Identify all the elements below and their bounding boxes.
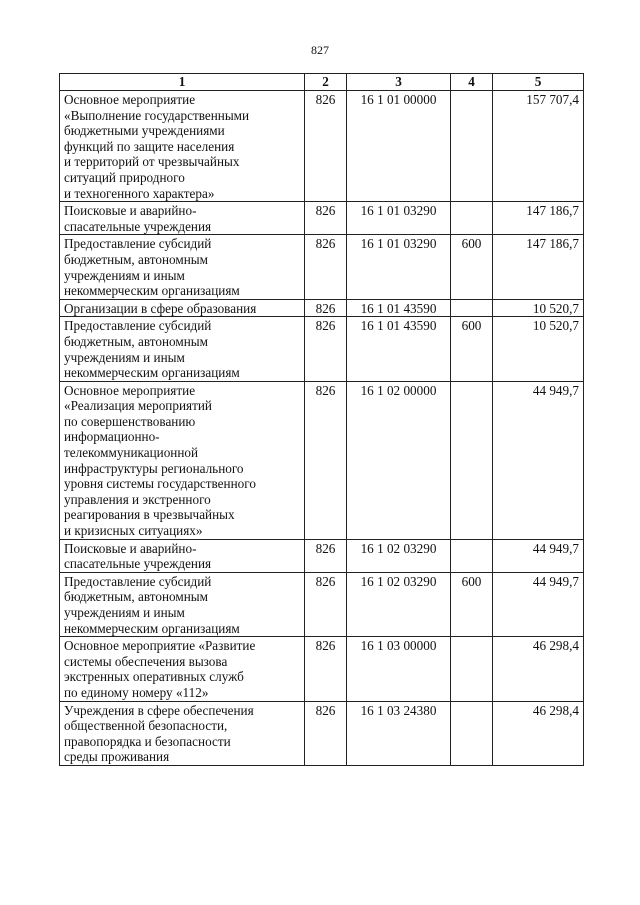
- row-csr: 16 1 01 00000: [347, 91, 451, 202]
- row-ved: 826: [305, 701, 347, 765]
- table-row: [60, 317, 584, 381]
- row-name: Организации в сфере образования: [60, 299, 305, 317]
- row-vr: [451, 202, 493, 235]
- table-row: [60, 299, 584, 317]
- row-sum: 10 520,7: [493, 317, 584, 381]
- row-vr: [451, 299, 493, 317]
- row-csr: 16 1 01 03290: [347, 235, 451, 299]
- row-ved: 826: [305, 637, 347, 701]
- table-row: [60, 202, 584, 235]
- column-header-name: 1: [60, 74, 305, 91]
- row-csr: 16 1 01 03290: [347, 202, 451, 235]
- row-csr: 16 1 03 24380: [347, 701, 451, 765]
- column-header-csr: 3: [347, 74, 451, 91]
- row-ved: 826: [305, 235, 347, 299]
- table-row: [60, 381, 584, 539]
- row-name: Учреждения в сфере обеспечения общественной безопасности, правопорядка и безопасности среды проживания: [60, 701, 305, 765]
- row-csr: 16 1 01 43590: [347, 299, 451, 317]
- row-ved: 826: [305, 381, 347, 539]
- row-sum: 44 949,7: [493, 539, 584, 572]
- row-name: Основное мероприятие «Выполнение государственными бюджетными учреждениями функций по защите населения и территорий от чрезвычайных ситуаций природного и техногенного характера»: [60, 91, 305, 202]
- row-ved: 826: [305, 539, 347, 572]
- table-row: [60, 235, 584, 299]
- row-sum: 10 520,7: [493, 299, 584, 317]
- row-vr: 600: [451, 572, 493, 636]
- row-ved: 826: [305, 572, 347, 636]
- row-csr: 16 1 02 03290: [347, 572, 451, 636]
- row-sum: 44 949,7: [493, 381, 584, 539]
- row-vr: [451, 701, 493, 765]
- row-csr: 16 1 02 00000: [347, 381, 451, 539]
- row-sum: 44 949,7: [493, 572, 584, 636]
- row-vr: 600: [451, 235, 493, 299]
- row-csr: 16 1 03 00000: [347, 637, 451, 701]
- budget-table: [59, 73, 584, 766]
- row-name: Предоставление субсидий бюджетным, автономным учреждениям и иным некоммерческим организациям: [60, 572, 305, 636]
- row-name: Поисковые и аварийно- спасательные учреждения: [60, 539, 305, 572]
- row-name: Предоставление субсидий бюджетным, автономным учреждениям и иным некоммерческим организациям: [60, 317, 305, 381]
- table-row: [60, 637, 584, 701]
- row-vr: [451, 381, 493, 539]
- column-header-ved: 2: [305, 74, 347, 91]
- column-header-sum: 5: [493, 74, 584, 91]
- row-sum: 147 186,7: [493, 202, 584, 235]
- row-ved: 826: [305, 317, 347, 381]
- row-sum: 147 186,7: [493, 235, 584, 299]
- table-row: [60, 91, 584, 202]
- page-number: 827: [311, 43, 329, 57]
- row-vr: [451, 539, 493, 572]
- row-vr: [451, 637, 493, 701]
- row-csr: 16 1 01 43590: [347, 317, 451, 381]
- row-name: Предоставление субсидий бюджетным, автономным учреждениям и иным некоммерческим организациям: [60, 235, 305, 299]
- row-name: Поисковые и аварийно- спасательные учреждения: [60, 202, 305, 235]
- table-row: [60, 539, 584, 572]
- row-csr: 16 1 02 03290: [347, 539, 451, 572]
- table-row: [60, 701, 584, 765]
- row-sum: 46 298,4: [493, 637, 584, 701]
- row-vr: [451, 91, 493, 202]
- table-row: [60, 572, 584, 636]
- row-name: Основное мероприятие «Развитие системы обеспечения вызова экстренных оперативных служб по единому номеру «112»: [60, 637, 305, 701]
- row-sum: 46 298,4: [493, 701, 584, 765]
- row-ved: 826: [305, 299, 347, 317]
- row-ved: 826: [305, 91, 347, 202]
- column-header-vr: 4: [451, 74, 493, 91]
- row-sum: 157 707,4: [493, 91, 584, 202]
- row-vr: 600: [451, 317, 493, 381]
- row-ved: 826: [305, 202, 347, 235]
- row-name: Основное мероприятие «Реализация мероприятий по совершенствованию информационно- телекоммуникационной инфраструктуры регионального уровня системы государственного управления и экстренного реагирования в чрезвычайных и кризисных ситуациях»: [60, 381, 305, 539]
- table-header-row: [60, 74, 584, 91]
